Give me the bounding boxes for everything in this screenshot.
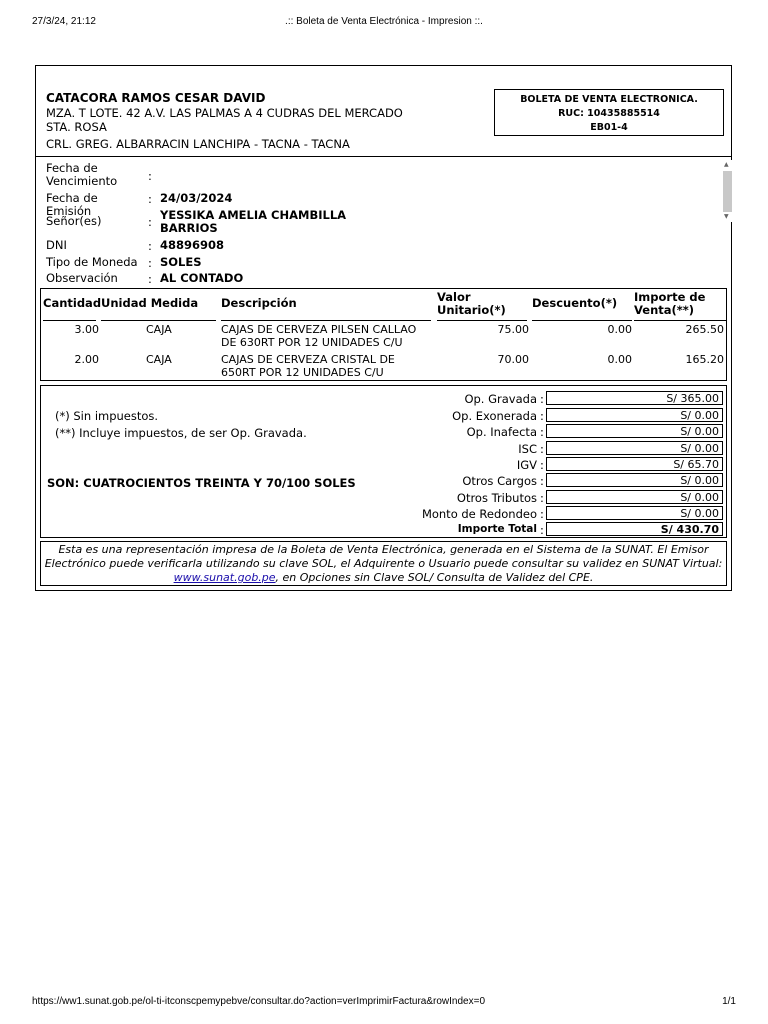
row-valor: 75.00 [497, 323, 529, 336]
row-valor: 70.00 [497, 353, 529, 366]
senor-label: Señor(es) [46, 214, 102, 228]
dni-value: 48896908 [160, 238, 225, 252]
total-row-redondeo: Monto de Redondeo : S/ 0.00 [401, 506, 721, 522]
row-importe: 265.50 [685, 323, 724, 336]
row-descripcion: CAJAS DE CERVEZA PILSEN CALLAO DE 630RT POR 12 UNIDADES C/U [221, 323, 417, 349]
sunat-link[interactable]: www.sunat.gob.pe [173, 571, 276, 584]
total-row-isc: ISC : S/ 0.00 [401, 441, 721, 457]
totals-section [40, 385, 727, 538]
header-importe: Importe de Venta(**) [634, 290, 706, 317]
scroll-up-icon[interactable]: ▲ [724, 161, 729, 168]
row-descuento: 0.00 [607, 353, 632, 366]
print-header [32, 16, 736, 30]
dni-label: DNI [46, 238, 67, 252]
note-incluye-impuestos: (**) Incluye impuestos, de ser Op. Gravada. [55, 426, 307, 440]
total-row-otros-cargos: Otros Cargos : S/ 0.00 [401, 473, 721, 489]
info-scrollbar[interactable] [722, 160, 733, 222]
senor-colon: : [148, 215, 152, 229]
header-cantidad: Cantidad [43, 296, 102, 310]
amount-in-words: SON: CUATROCIENTOS TREINTA Y 70/100 SOLES [47, 476, 356, 490]
scroll-down-icon[interactable]: ▼ [724, 213, 729, 220]
total-value: S/ 0.00 [546, 424, 723, 438]
emision-label: Fecha de Emisión [46, 191, 98, 218]
note-sin-impuestos: (*) Sin impuestos. [55, 409, 159, 423]
total-value: S/ 65.70 [546, 457, 723, 471]
row-cantidad: 2.00 [74, 353, 99, 366]
moneda-label: Tipo de Moneda [46, 255, 138, 269]
legal-text-end: , en Opciones sin Clave SOL/ Consulta de Validez del CPE. [275, 571, 594, 584]
row-cantidad: 3.00 [74, 323, 99, 336]
header-underline [634, 320, 726, 321]
total-value: S/ 0.00 [546, 408, 723, 422]
page-number: 1/1 [722, 996, 736, 1007]
document-number: EB01-4 [590, 122, 628, 133]
total-value: S/ 0.00 [546, 506, 723, 520]
print-datetime: 27/3/24, 21:12 [32, 16, 96, 27]
legal-text: Esta es una representación impresa de la Boleta de Venta Electrónica, generada en el Sistema de la SUNAT. El Emisor Electrónico puede verificarla utilizando su clave SOL, el Adquirente o Usuario puede consultar su validez en SUNAT Virtual: [44, 543, 723, 570]
total-row-op-gravada: Op. Gravada : S/ 365.00 [401, 391, 721, 407]
total-value: S/ 365.00 [546, 391, 723, 405]
receipt-document [35, 65, 732, 591]
header-descuento: Descuento(*) [532, 296, 618, 310]
document-type: BOLETA DE VENTA ELECTRONICA. [520, 94, 698, 105]
header-unidad: Unidad Medida [101, 296, 199, 310]
print-footer [32, 996, 736, 1010]
total-row-op-exonerada: Op. Exonerada : S/ 0.00 [401, 408, 721, 424]
legal-notice [40, 541, 727, 586]
header-underline [101, 320, 216, 321]
senor-value: YESSIKA AMELIA CHAMBILLA BARRIOS [160, 208, 347, 235]
row-unidad: CAJA [146, 323, 172, 336]
print-title: .:: Boleta de Venta Electrónica - Impresion ::. [285, 16, 483, 27]
document-id-box [494, 89, 724, 136]
items-table [40, 288, 727, 381]
total-row-op-inafecta: Op. Inafecta : S/ 0.00 [401, 424, 721, 440]
row-importe: 165.20 [685, 353, 724, 366]
moneda-colon: : [148, 256, 152, 270]
observacion-colon: : [148, 272, 152, 286]
moneda-value: SOLES [160, 255, 202, 269]
scrollbar-thumb[interactable] [723, 171, 732, 212]
row-descuento: 0.00 [607, 323, 632, 336]
total-value: S/ 0.00 [546, 473, 723, 487]
row-unidad: CAJA [146, 353, 172, 366]
total-row-importe-total: Importe Total : S/ 430.70 [401, 522, 721, 538]
header-underline [437, 320, 527, 321]
row-descripcion: CAJAS DE CERVEZA CRISTAL DE 650RT POR 12 UNIDADES C/U [221, 353, 395, 379]
header-divider [36, 156, 731, 157]
issuer-district: CRL. GREG. ALBARRACIN LANCHIPA - TACNA - TACNA [46, 137, 350, 151]
observacion-value: AL CONTADO [160, 271, 244, 285]
vencimiento-colon: : [148, 169, 152, 183]
issuer-ruc: RUC: 10435885514 [558, 108, 660, 119]
total-row-igv: IGV : S/ 65.70 [401, 457, 721, 473]
dni-colon: : [148, 239, 152, 253]
vencimiento-label: Fecha de Vencimiento [46, 161, 118, 188]
emision-colon: : [148, 192, 152, 206]
issuer-name: CATACORA RAMOS CESAR DAVID [46, 91, 266, 105]
observacion-label: Observación [46, 271, 118, 285]
total-row-otros-tributos: Otros Tributos : S/ 0.00 [401, 490, 721, 506]
issuer-address: MZA. T LOTE. 42 A.V. LAS PALMAS A 4 CUDRAS DEL MERCADO STA. ROSA [46, 106, 403, 134]
header-underline [532, 320, 632, 321]
total-value: S/ 430.70 [546, 522, 723, 536]
customer-info [46, 160, 729, 286]
print-url: https://ww1.sunat.gob.pe/ol-ti-itconscpemypebve/consultar.do?action=verImprimirFactura&rowIndex=0 [32, 996, 486, 1007]
header-underline [43, 320, 96, 321]
total-value: S/ 0.00 [546, 441, 723, 455]
header-underline [221, 320, 431, 321]
header-descripcion: Descripción [221, 296, 297, 310]
emision-value: 24/03/2024 [160, 191, 233, 205]
header-valor: Valor Unitario(*) [437, 290, 506, 317]
total-value: S/ 0.00 [546, 490, 723, 504]
